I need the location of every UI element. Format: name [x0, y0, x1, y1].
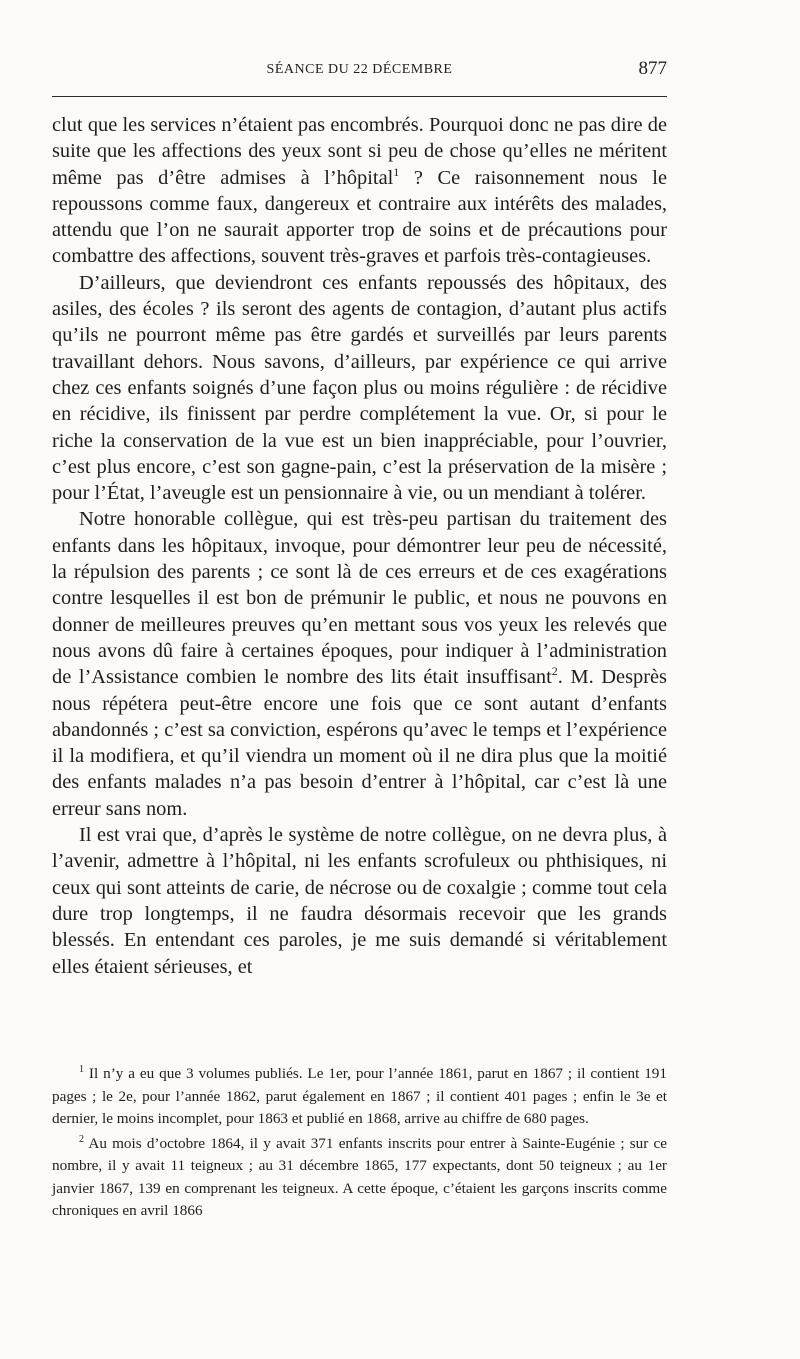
footnote-1 — [52, 1063, 667, 1131]
paragraph-2: D’ailleurs, que deviendront ces enfants repoussés des hôpitaux, des asiles, des écoles ? ils seront des agents de contagion, d’autant plus actifs qu’ils ne pourront même pas être gardés et surveillés par leurs parents travaillant dehors. Nous savons, d’ailleurs, par expérience ce qui arrive chez ces enfants soignés d’une façon plus ou moins régulière : de récidive en récidive, ils finissent par perdre complétement la vue. Or, si pour le riche la conservation de la vue est un bien inappréciable, pour l’ouvrier, c’est plus encore, c’est son gagne-pain, c’est la préservation de la misère ; pour l’État, l’aveugle est un pensionnaire à vie, ou un mendiant à tolérer. — [52, 271, 667, 505]
paragraph-3-text-b: . M. Desprès nous répétera peut-être encore une fois que ce sont autant d’enfants abandonnés ; c’est sa conviction, espérons qu’avec le temps et l’expérience il la modifiera, et qu’il viendra un moment où il ne dira plus que la moitié des enfants malades n’a pas besoin d’entrer à l’hôpital, car c’est là une erreur sans nom. — [52, 666, 667, 820]
footnote-2 — [52, 1133, 667, 1223]
footnote-2-text: Au mois d’octobre 1864, il y avait 371 enfants inscrits pour entrer à Sainte-Eugénie ; sur ce nombre, il y avait 11 teigneux ; au 31 décembre 1865, 177 expectants, dont 50 teigneux ; au 1er janvier 1867, 139 en comprenant les teigneux. A cette époque, c’étaient les garçons inscrits comme chroniques en avril 1866 — [52, 1134, 667, 1219]
running-header — [52, 58, 667, 86]
paragraph-1 — [52, 112, 667, 270]
paragraph-1-text-b: ? Ce raisonnement nous le repoussons comme faux, dangereux et contraire aux intérêts des malades, attendu que l’on ne saurait apporter trop de soins et de précautions pour combattre des affections, souvent très-graves et parfois très-contagieuses. — [52, 166, 667, 268]
page-number: 877 — [638, 58, 667, 79]
footnote-ref-2[interactable]: 2 — [551, 664, 558, 679]
running-title: SÉANCE DU 22 DÉCEMBRE — [266, 62, 453, 77]
paragraph-4: Il est vrai que, d’après le système de notre collègue, on ne devra plus, à l’avenir, admettre à l’hôpital, ni les enfants scrofuleux ou phthisiques, ni ceux qui sont atteints de carie, de nécrose ou de coxalgie ; comme tout cela dure trop longtemps, il ne faudra désormais recevoir que les grands blessés. En entendant ces paroles, je me suis demandé si véritablement elles étaient sérieuses, et — [52, 824, 667, 978]
header-rule — [52, 96, 667, 97]
paragraph-3-text-a: Notre honorable collègue, qui est très-peu partisan du traitement des enfants dans les hôpitaux, invoque, pour démontrer leur peu de nécessité, la répulsion des parents ; ce sont là de ces erreurs et de ces exagérations contre lesquelles il est bon de prémunir le public, et nous ne pouvons en donner de meilleures preuves qu’en mettant sous vos yeux les relevés que nous avons dû faire à certaines époques, pour indiquer à l’administration de l’Assistance combien le nombre des lits était insuffisant — [52, 508, 667, 689]
footnote-ref-1[interactable]: 1 — [393, 164, 400, 179]
footnote-2-mark: 2 — [79, 1133, 84, 1145]
footnote-1-mark: 1 — [79, 1063, 84, 1075]
paragraph-3 — [52, 506, 667, 822]
footnotes — [52, 1063, 667, 1223]
paragraph-1-text-a: clut que les services n’étaient pas encombrés. Pourquoi donc ne pas dire de suite que les affections des yeux sont si peu de chose qu’elles ne méritent même pas d’être admises à l’hôpital — [52, 114, 667, 189]
footnote-1-text: Il n’y a eu que 3 volumes publiés. Le 1er, pour l’année 1861, parut en 1867 ; il contient 191 pages ; le 2e, pour l’année 1862, parut également en 1867 ; il contient 401 pages ; enfin le 3e et dernier, le moins incomplet, pour 1863 et publié en 1868, arrive au chiffre de 680 pages. — [52, 1065, 667, 1127]
body-text — [52, 112, 667, 980]
